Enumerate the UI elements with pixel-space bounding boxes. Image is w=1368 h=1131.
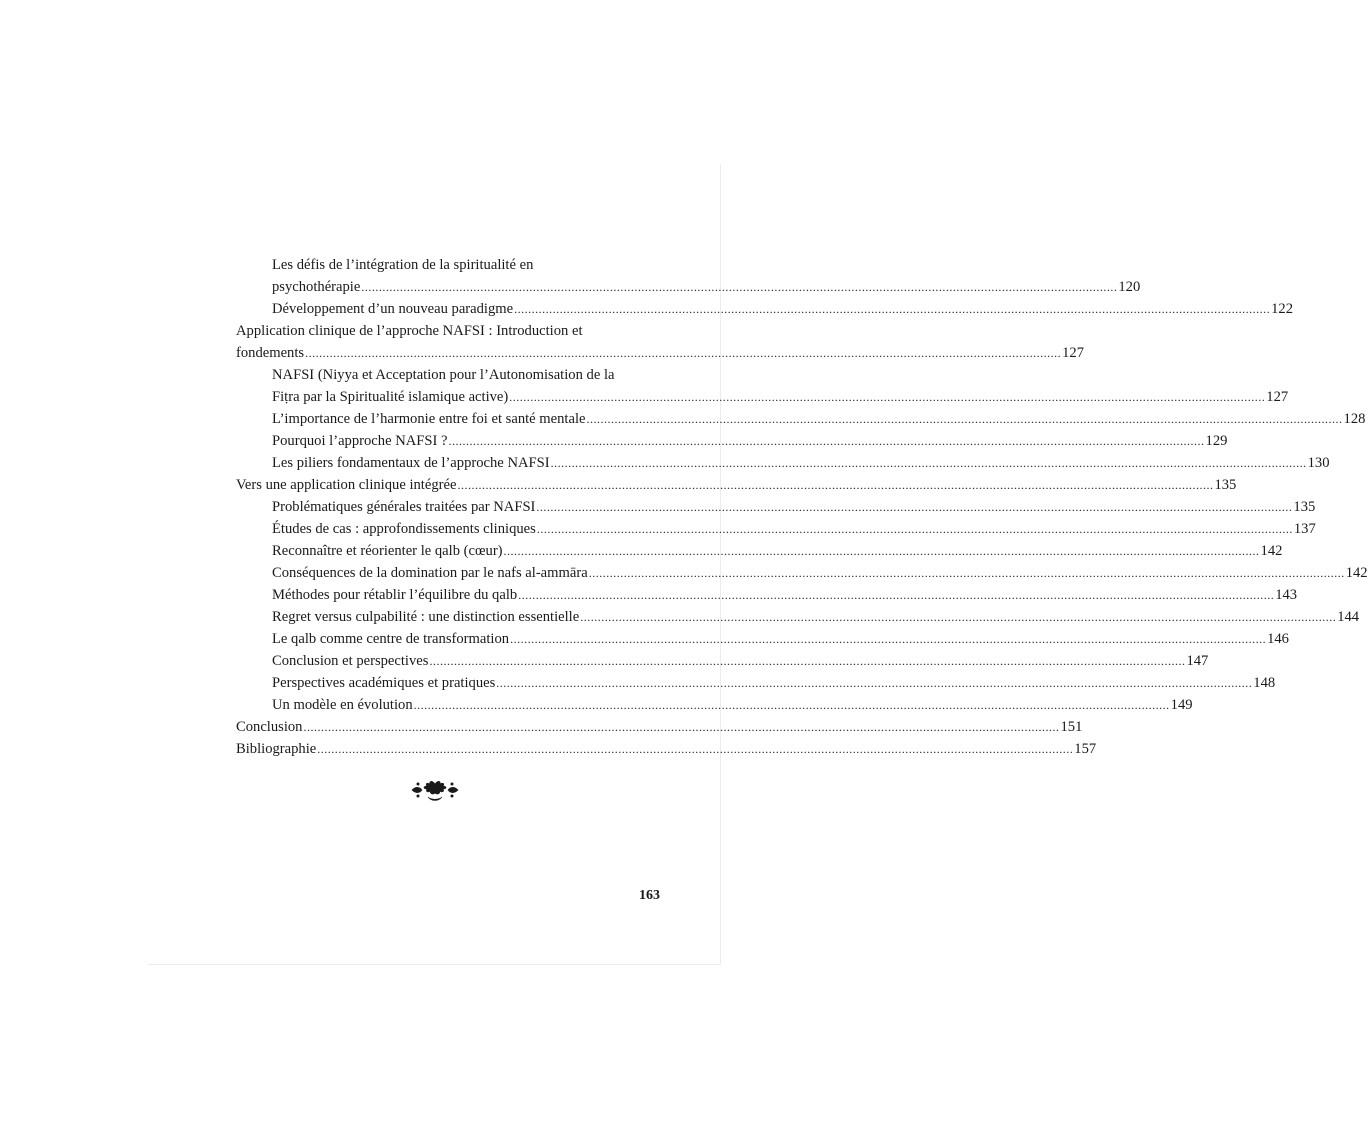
toc-entry[interactable] bbox=[236, 320, 1084, 364]
toc-page-number: 135 bbox=[1293, 499, 1316, 515]
dot-leader bbox=[589, 562, 1345, 584]
toc-entry-title: Conclusion et perspectives bbox=[272, 653, 429, 669]
dot-leader bbox=[504, 540, 1260, 562]
dot-leader bbox=[361, 276, 1117, 298]
dot-leader bbox=[457, 474, 1213, 496]
dot-leader bbox=[509, 386, 1265, 408]
toc-entry[interactable] bbox=[236, 540, 1283, 562]
toc-entry-title: Problématiques générales traitées par NAFSI bbox=[272, 499, 536, 515]
dot-leader bbox=[587, 408, 1343, 430]
toc-entry-title: Les piliers fondamentaux de l’approche NAFSI bbox=[272, 455, 550, 471]
toc-entry[interactable] bbox=[236, 254, 1141, 298]
toc-entry[interactable] bbox=[236, 430, 1228, 452]
toc-entry-title: Perspectives académiques et pratiques bbox=[272, 675, 496, 691]
toc-page-number: 128 bbox=[1343, 411, 1366, 427]
toc-entry[interactable] bbox=[236, 628, 1289, 650]
toc-page-number: 143 bbox=[1275, 587, 1298, 603]
dot-leader bbox=[514, 298, 1270, 320]
toc-entry[interactable] bbox=[236, 496, 1316, 518]
toc-entry[interactable] bbox=[236, 452, 1330, 474]
toc-entry-title-line1: Application clinique de l’approche NAFSI : Introduction et bbox=[236, 323, 583, 339]
toc-entry-title: Méthodes pour rétablir l’équilibre du qalb bbox=[272, 587, 518, 603]
toc-entry[interactable] bbox=[236, 474, 1237, 496]
dot-leader bbox=[496, 672, 1252, 694]
toc-entry[interactable] bbox=[236, 562, 1368, 584]
toc-entry[interactable] bbox=[236, 716, 1083, 738]
toc-entry[interactable] bbox=[236, 298, 1294, 320]
dot-leader bbox=[551, 452, 1307, 474]
toc-entry[interactable] bbox=[236, 364, 1289, 408]
toc-page-number: 127 bbox=[1062, 345, 1084, 361]
dot-leader bbox=[317, 738, 1073, 760]
dot-leader bbox=[305, 342, 1061, 364]
dot-leader bbox=[518, 584, 1274, 606]
toc-entry[interactable] bbox=[236, 584, 1298, 606]
toc-entry[interactable] bbox=[236, 606, 1360, 628]
table-of-contents bbox=[236, 254, 1368, 760]
dot-leader bbox=[303, 716, 1059, 738]
toc-page-number: 147 bbox=[1186, 653, 1209, 669]
dot-leader bbox=[414, 694, 1170, 716]
toc-page-number: 151 bbox=[1060, 719, 1083, 735]
toc-entry-title: psychothérapie bbox=[272, 279, 361, 295]
toc-page-number: 129 bbox=[1205, 433, 1228, 449]
page-number: 163 bbox=[639, 888, 660, 903]
toc-page-number: 148 bbox=[1253, 675, 1276, 691]
toc-entry-title: Un modèle en évolution bbox=[272, 697, 413, 713]
toc-entry-title: Conséquences de la domination par le nafs al-ammāra bbox=[272, 565, 588, 581]
toc-entry[interactable] bbox=[236, 650, 1209, 672]
toc-entry-title: Conclusion bbox=[236, 719, 303, 735]
toc-entry-title: Le qalb comme centre de transformation bbox=[272, 631, 510, 647]
toc-entry[interactable] bbox=[236, 518, 1316, 540]
toc-entry-title: Regret versus culpabilité : une distinction essentielle bbox=[272, 609, 580, 625]
dot-leader bbox=[510, 628, 1266, 650]
toc-page-number: 127 bbox=[1266, 389, 1289, 405]
floral-ornament-icon bbox=[410, 778, 460, 802]
dot-leader bbox=[536, 496, 1292, 518]
dot-leader bbox=[580, 606, 1336, 628]
dot-leader bbox=[537, 518, 1293, 540]
toc-entry[interactable] bbox=[236, 694, 1193, 716]
toc-entry[interactable] bbox=[236, 738, 1097, 760]
toc-entry-title: Vers une application clinique intégrée bbox=[236, 477, 457, 493]
toc-entry-title: L’importance de l’harmonie entre foi et santé mentale bbox=[272, 411, 586, 427]
toc-page-number: 142 bbox=[1345, 565, 1368, 581]
toc-page-number: 146 bbox=[1267, 631, 1289, 647]
toc-page-number: 130 bbox=[1307, 455, 1330, 471]
toc-page-number: 149 bbox=[1170, 697, 1193, 713]
dot-leader bbox=[429, 650, 1185, 672]
dot-leader bbox=[449, 430, 1205, 452]
toc-page-number: 142 bbox=[1260, 543, 1283, 559]
toc-page-number: 122 bbox=[1271, 301, 1294, 317]
toc-entry-title: Développement d’un nouveau paradigme bbox=[272, 301, 514, 317]
toc-page-number: 120 bbox=[1118, 279, 1141, 295]
toc-entry-title: fondements bbox=[236, 345, 305, 361]
toc-entry[interactable] bbox=[236, 408, 1366, 430]
toc-page-number: 157 bbox=[1074, 741, 1097, 757]
toc-entry-title: Reconnaître et réorienter le qalb (cœur) bbox=[272, 543, 503, 559]
toc-entry[interactable] bbox=[236, 672, 1276, 694]
toc-page-number: 137 bbox=[1293, 521, 1316, 537]
toc-page-number: 135 bbox=[1214, 477, 1237, 493]
toc-entry-title-line1: Les défis de l’intégration de la spiritualité en bbox=[272, 257, 534, 273]
toc-entry-title: Pourquoi l’approche NAFSI ? bbox=[272, 433, 448, 449]
toc-entry-title: Fiṭra par la Spiritualité islamique active) bbox=[272, 389, 509, 405]
toc-entry-title-line1: NAFSI (Niyya et Acceptation pour l’Autonomisation de la bbox=[272, 367, 615, 383]
toc-entry-title: Études de cas : approfondissements cliniques bbox=[272, 521, 536, 537]
toc-entry-title: Bibliographie bbox=[236, 741, 317, 757]
toc-page-number: 144 bbox=[1337, 609, 1360, 625]
